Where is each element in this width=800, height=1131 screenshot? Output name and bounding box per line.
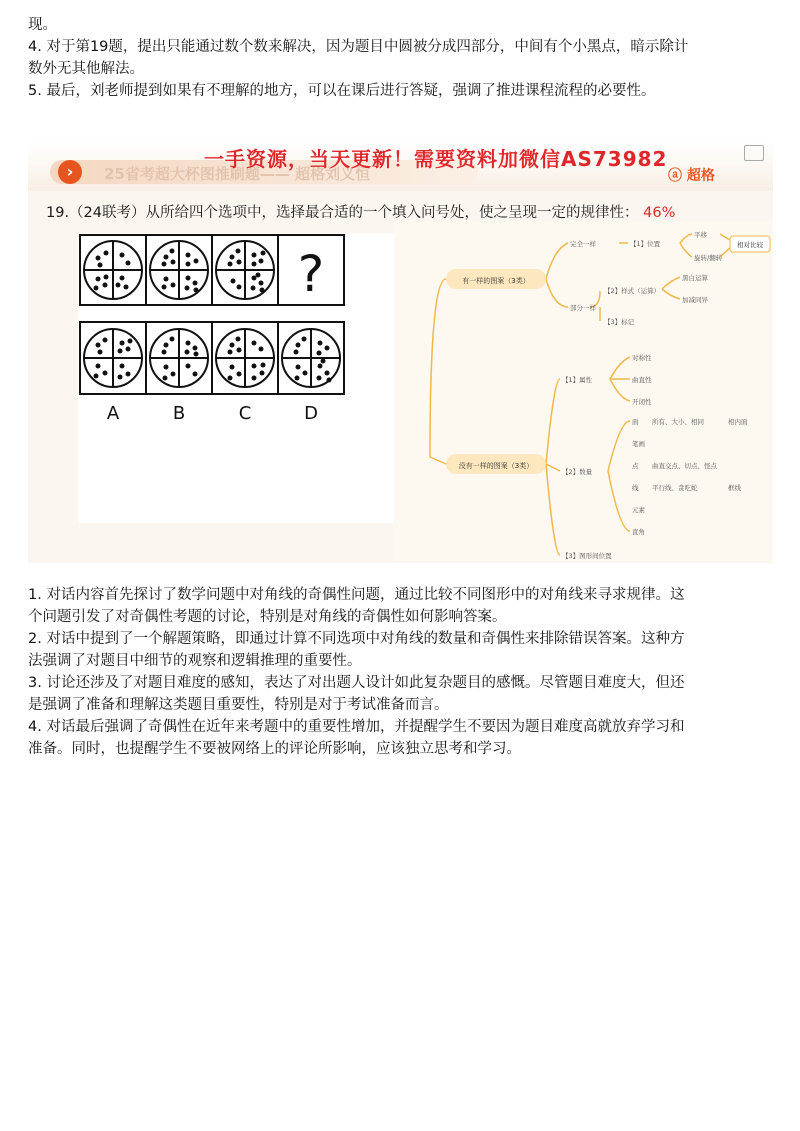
mindmap-label: 线 bbox=[632, 484, 639, 492]
bottom-text-block bbox=[28, 584, 770, 760]
mindmap-label: 曲直性 bbox=[632, 376, 652, 384]
text-line: 是强调了准备和理解这类题目重要性，特别是对于考试准备而言。 bbox=[28, 697, 449, 713]
mindmap-label: 平行线、贪吃蛇 bbox=[652, 484, 698, 492]
option-label: A bbox=[106, 403, 120, 424]
mind-map bbox=[394, 221, 773, 561]
mindmap-label: 部分一样 bbox=[570, 304, 596, 312]
mindmap-label: 平移 bbox=[694, 231, 707, 239]
mindmap-label: 没有一样的图案（3类） bbox=[458, 462, 534, 470]
text-line: 5. 最后，刘老师提到如果有不理解的地方，可以在课后进行答疑，强调了推进课程流程的必要性。 bbox=[28, 83, 656, 99]
text-line: 个问题引发了对奇偶性考题的讨论，特别是对角线的奇偶性如何影响答案。 bbox=[28, 609, 507, 625]
mindmap-label: 【3】标记 bbox=[604, 318, 635, 326]
series-title: 25省考超大杯图推刷题—— 超格刘义恒 bbox=[104, 165, 371, 183]
mindmap-label: 面 bbox=[632, 418, 639, 426]
mindmap-label: 【1】属性 bbox=[562, 376, 593, 384]
question-mark: ? bbox=[297, 245, 325, 303]
question-stem: 19.（24联考）从所给四个选项中，选择最合适的一个填入问号处，使之呈现一定的规律性： bbox=[46, 205, 639, 221]
watermark-banner: 一手资源，当天更新！需要资料加微信AS73982 bbox=[204, 147, 668, 171]
text-line: 准备。同时，也提醒学生不要被网络上的评论所影响，应该独立思考和学习。 bbox=[28, 741, 521, 757]
mindmap-label: 开闭性 bbox=[632, 398, 652, 406]
text-line: 数外无其他解法。 bbox=[28, 61, 144, 77]
brand-name: 超格 bbox=[686, 168, 715, 184]
text-line: 2. 对话中提到了一个解题策略，即通过计算不同选项中对角线的数量和奇偶性来排除错误答案。这种方 bbox=[28, 631, 685, 647]
mindmap-label: 旋转/翻转 bbox=[694, 254, 723, 262]
text-line: 1. 对话内容首先探讨了数学问题中对角线的奇偶性问题，通过比较不同图形中的对角线来寻求规律。这 bbox=[28, 587, 685, 603]
mindmap-label: 笔画 bbox=[632, 440, 645, 448]
mindmap-label: 对称性 bbox=[632, 354, 652, 362]
option-label: D bbox=[304, 403, 318, 424]
window-icon bbox=[744, 145, 764, 161]
top-text-block bbox=[28, 14, 770, 102]
text-line: 4. 对于第19题，提出只能通过数个数来解决，因为题目中圆被分成四部分，中间有个小黑点，暗示除计 bbox=[28, 39, 689, 55]
mindmap-label: 直角 bbox=[632, 528, 645, 536]
mindmap-label: 【1】位置 bbox=[630, 240, 661, 248]
embedded-slide-screenshot bbox=[28, 141, 773, 563]
mindmap-label: 【3】图形间位置 bbox=[562, 552, 612, 560]
mindmap-label: 【2】样式（运算） bbox=[604, 287, 661, 295]
mindmap-label: 所有、大小、相同 bbox=[652, 418, 704, 426]
mindmap-label: 完全一样 bbox=[570, 240, 596, 248]
text-line: 4. 对话最后强调了奇偶性在近年来考题中的重要性增加，并提醒学生不要因为题目难度高就放弃学习和 bbox=[28, 719, 685, 735]
figure-puzzle bbox=[78, 233, 394, 523]
brand-logo: ⓐ 超格 bbox=[668, 168, 715, 184]
mindmap-label: 有一样的图案（3类） bbox=[462, 277, 530, 285]
chevron-right-icon: › bbox=[58, 160, 82, 184]
mindmap-label: 曲直交点、切点、怪点 bbox=[652, 462, 717, 470]
mindmap-label: 相对比较 bbox=[737, 241, 763, 249]
text-line: 法强调了对题目中细节的观察和逻辑推理的重要性。 bbox=[28, 653, 362, 669]
accuracy-percent: 46% bbox=[643, 205, 676, 221]
option-label: C bbox=[238, 403, 252, 424]
option-label: B bbox=[172, 403, 186, 424]
mindmap-label: 框线 bbox=[728, 484, 741, 492]
mindmap-label: 相内面 bbox=[728, 418, 748, 426]
mindmap-label: 黑白运算 bbox=[682, 274, 708, 282]
mindmap-label: 点 bbox=[632, 462, 639, 470]
mindmap-label: 元素 bbox=[632, 506, 645, 514]
text-line: 现。 bbox=[28, 17, 57, 33]
mindmap-label: 【2】数量 bbox=[562, 468, 593, 476]
text-line: 3. 讨论还涉及了对题目难度的感知，表达了对出题人设计如此复杂题目的感慨。尽管题目难度大，但还 bbox=[28, 675, 685, 691]
mindmap-label: 加减同异 bbox=[682, 296, 708, 304]
question-text bbox=[46, 201, 675, 222]
